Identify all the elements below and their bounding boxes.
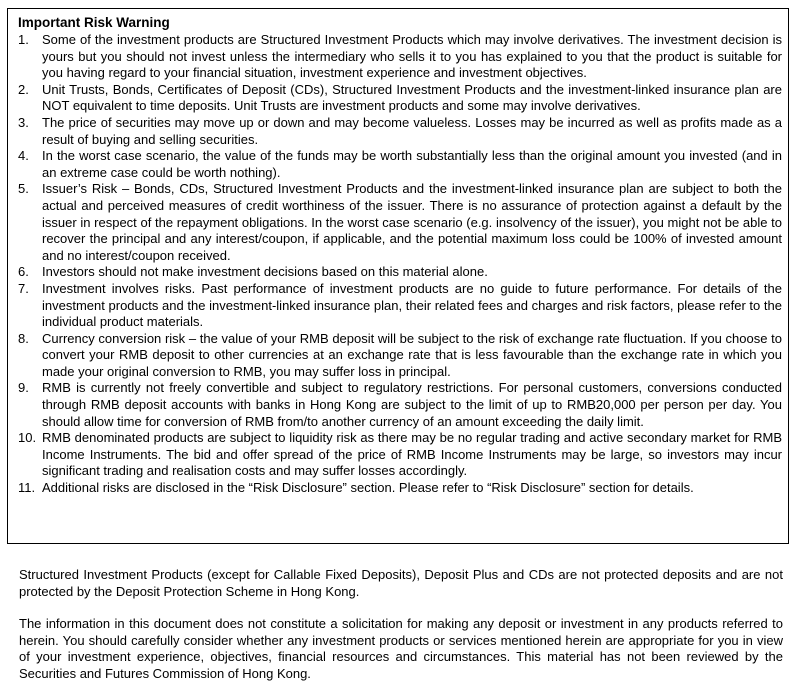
- risk-item-number: 7.: [18, 280, 29, 296]
- risk-item: [18, 148, 782, 181]
- risk-item: [18, 181, 782, 264]
- risk-list: [18, 32, 782, 497]
- risk-item-number: 5.: [18, 181, 29, 197]
- risk-item-number: 1.: [18, 32, 29, 47]
- risk-item-text: Issuer’s Risk – Bonds, CDs, Structured Investment Products and the investment-linked insurance plan are subject to both the actual and perceived measures of credit worthiness of the issuer. There is no assurance of protection against a default by the issuer in respect of the repayment obligations. In the worst case scenario (e.g. insolvency of the issuer), you might not be able to recover the principal and any interest/coupon, if applicable, and the potential maximum loss could be 100% of invested amount and no interest/coupon received.: [42, 181, 782, 263]
- deposit-protection-note: Structured Investment Products (except for Callable Fixed Deposits), Deposit Plus and CDs are not protected deposits and are not protected by the Deposit Protection Scheme in Hong Kong.: [19, 567, 783, 599]
- risk-item: [18, 331, 782, 381]
- risk-item-number: 2.: [18, 81, 29, 97]
- risk-item: [18, 32, 782, 82]
- risk-item: [18, 264, 782, 281]
- risk-item-number: 8.: [18, 330, 29, 346]
- risk-item: [18, 430, 782, 480]
- risk-item: [18, 82, 782, 115]
- risk-item-text: RMB is currently not freely convertible and subject to regulatory restrictions. For personal customers, conversions conducted through RMB deposit accounts with banks in Hong Kong are subject to the limit of up to RMB20,000 per person per day. You should allow time for conversion of RMB from/to another currency of an amount exceeding the daily limit.: [42, 380, 782, 429]
- risk-warning-box: [7, 8, 789, 544]
- risk-item-text: Investment involves risks. Past performance of investment products are no guide to future performance. For details of the investment products and the investment-linked insurance plan, their related fees and charges and risk factors, please refer to the individual product materials.: [42, 280, 782, 330]
- risk-item-text: Some of the investment products are Structured Investment Products which may involve derivatives. The investment decision is yours but you should not invest unless the intermediary who sells it to you has explained to you that the product is suitable for you having regard to your financial situation, investment experience and investment objectives.: [42, 32, 782, 81]
- risk-item: [18, 115, 782, 148]
- risk-item-number: 4.: [18, 148, 29, 164]
- risk-item-text: The price of securities may move up or down and may become valueless. Losses may be incurred as well as profits made as a result of buying and selling securities.: [42, 114, 782, 147]
- risk-item-number: 11.: [18, 480, 36, 496]
- risk-item: [18, 380, 782, 430]
- risk-item-text: RMB denominated products are subject to liquidity risk as there may be no regular trading and active secondary market for RMB Income Instruments. The bid and offer spread of the price of RMB Income Instruments may be large, so investors may incur significant trading and realisation costs and may suffer losses accordingly.: [42, 430, 782, 479]
- risk-item-text: Unit Trusts, Bonds, Certificates of Deposit (CDs), Structured Investment Products and the investment-linked insurance plan are NOT equivalent to time deposits. Unit Trusts are investment products and some may involve derivatives.: [42, 81, 782, 114]
- risk-item: [18, 281, 782, 331]
- risk-item-number: 3.: [18, 114, 29, 130]
- risk-item-text: Investors should not make investment decisions based on this material alone.: [42, 264, 488, 280]
- risk-item-text: Currency conversion risk – the value of your RMB deposit will be subject to the risk of exchange rate fluctuation. If you choose to convert your RMB deposit to other currencies at an exchange rate that is less favourable than the exchange rate in which you made your original conversion to RMB, you may suffer loss in principal.: [42, 330, 782, 379]
- risk-item-number: 9.: [18, 380, 29, 396]
- risk-warning-title: Important Risk Warning: [18, 15, 170, 30]
- risk-item-text: Additional risks are disclosed in the “Risk Disclosure” section. Please refer to “Risk Disclosure” section for details.: [42, 480, 694, 496]
- risk-item-number: 10.: [18, 430, 37, 446]
- disclaimer-paragraph: The information in this document does not constitute a solicitation for making any deposit or investment in any products referred to herein. You should carefully consider whether any investment products or services mentioned herein are appropriate for you in view of your investment experience, objectives, financial resources and circumstances. This material has not been reviewed by the Securities and Futures Commission of Hong Kong.: [19, 616, 783, 681]
- risk-item-text: In the worst case scenario, the value of the funds may be worth substantially less than the original amount you invested (and in an extreme case could be worth nothing).: [42, 148, 782, 180]
- risk-item: [18, 480, 782, 497]
- risk-item-number: 6.: [18, 264, 29, 280]
